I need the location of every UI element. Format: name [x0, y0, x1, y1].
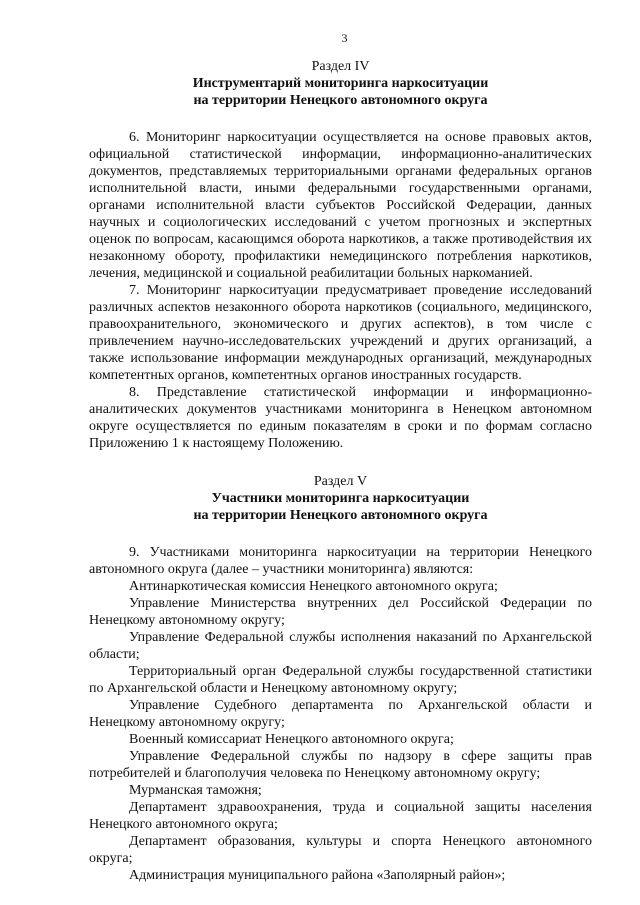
- section-4-title-line-1: Инструментарий мониторинга наркоситуации: [192, 76, 489, 91]
- participant-item: Военный комиссариат Ненецкого автономного округа;: [129, 732, 454, 747]
- participant-item: Мурманская таможня;: [129, 783, 262, 798]
- section-4-title-line-2: на территории Ненецкого автономного округа: [193, 93, 488, 108]
- paragraph-9: 9. Участниками мониторинга наркоситуации на территории Ненецкого автономного округа (далее – участники мониторинга) являются:: [89, 545, 592, 577]
- participant-item: Департамент образования, культуры и спорта Ненецкого автономного округа;: [89, 834, 592, 866]
- participant-item: Территориальный орган Федеральной службы государственной статистики по Архангельской области и Ненецкому автономному округу;: [89, 664, 592, 696]
- paragraph-7: 7. Мониторинг наркоситуации предусматривает проведение исследований различных аспектов незаконного оборота наркотиков (социального, медицинского, правоохранительного, экономического и других аспектов), в том числе с привлечением научно-исследовательских учреждений и других организаций, а также использование информации международных организаций, международных компетентных органов, компетентных органов иностранных государств.: [89, 283, 592, 383]
- section-5-label: Раздел V: [313, 474, 368, 489]
- participant-item: Антинаркотическая комиссия Ненецкого автономного округа;: [129, 579, 498, 594]
- section-4: [89, 58, 592, 452]
- paragraph-6: 6. Мониторинг наркоситуации осуществляется на основе правовых актов, официальной статистической информации, информационно-аналитических документов, представляемых территориальными органами федеральных органов исполнительной власти, иными федеральными государственными органами, органами исполнительной власти субъектов Российской Федерации, данных научных и социологических исследований с учетом прогнозных и экспертных оценок по вопросам, касающимся оборота наркотиков, а также противодействия их незаконному обороту, профилактики немедицинского потребления наркотиков, лечения, медицинской и социальной реабилитации больных наркоманией.: [89, 130, 592, 281]
- participant-item: Управление Министерства внутренних дел Российской Федерации по Ненецкому автономному округу;: [89, 596, 592, 628]
- participant-item: Управление Федеральной службы по надзору в сфере защиты прав потребителей и благополучия человека по Ненецкому автономному округу;: [89, 749, 592, 781]
- section-5-title-line-1: Участники мониторинга наркоситуации: [211, 491, 470, 506]
- participant-item: Администрация муниципального района «Заполярный район»;: [129, 868, 506, 883]
- section-5: [89, 473, 592, 884]
- paragraph-8: 8. Представление статистической информации и информационно-аналитических документов участниками мониторинга в Ненецком автономном округе осуществляется по единым показателям в сроки и по формам согласно Приложению 1 к настоящему Положению.: [89, 385, 592, 451]
- page-number: 3: [341, 31, 348, 45]
- participant-item: Управление Федеральной службы исполнения наказаний по Архангельской области;: [89, 630, 592, 662]
- section-5-title-line-2: на территории Ненецкого автономного округа: [193, 508, 488, 523]
- participant-item: Департамент здравоохранения, труда и социальной защиты населения Ненецкого автономного округа;: [89, 800, 592, 832]
- participant-item: Управление Судебного департамента по Архангельской области и Ненецкому автономному округу;: [89, 698, 592, 730]
- section-4-label: Раздел IV: [311, 59, 370, 74]
